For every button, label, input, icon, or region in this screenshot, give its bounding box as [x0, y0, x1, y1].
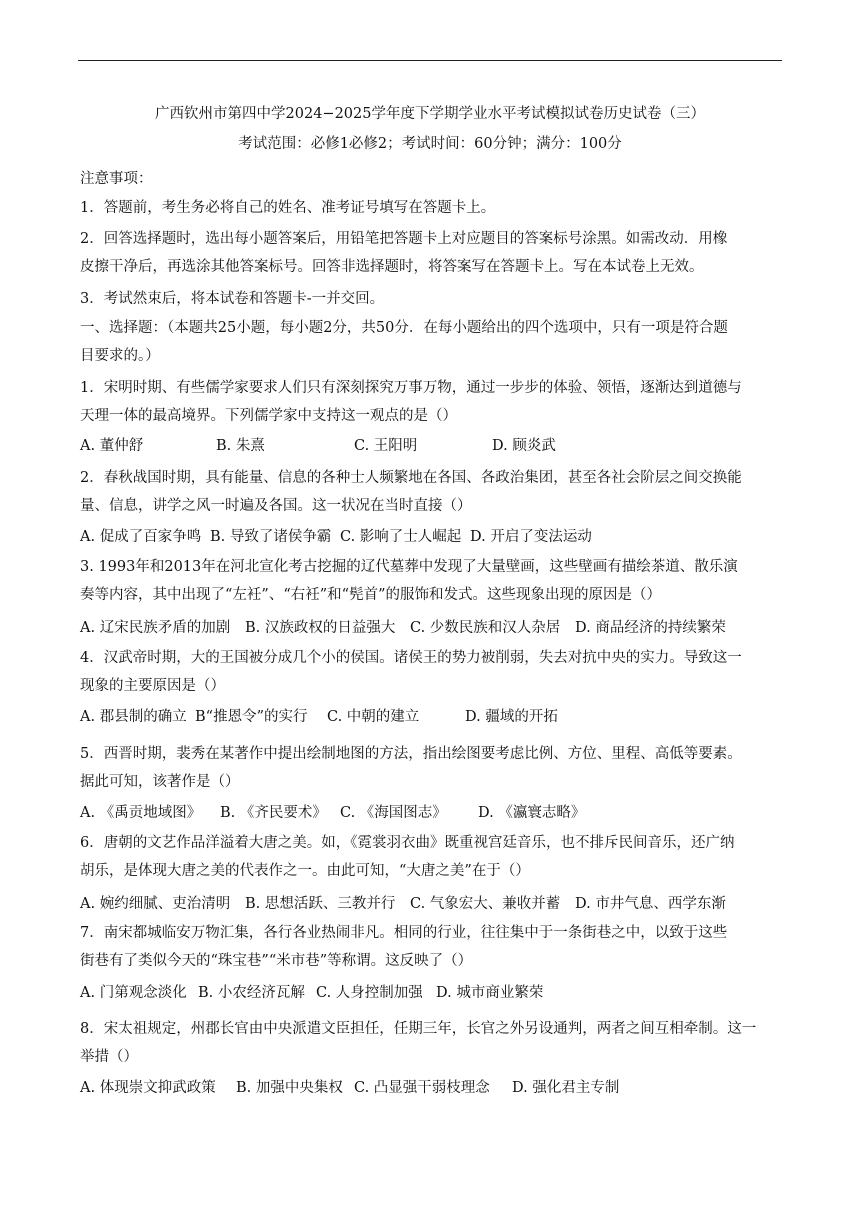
section-heading-cont: 目要求的。）: [80, 348, 160, 364]
question-1-line-2: 天理一体的最高境界。下列儒学家中支持这一观点的是（）: [80, 408, 457, 424]
option-c[interactable]: C. 王阳明: [354, 438, 418, 454]
question-6-options: [80, 894, 726, 914]
section-heading: 一、选择题：（本题共25小题，每小题2分，共50分．在每小题给出的四个选项中，只有一项是符合题: [80, 320, 728, 336]
option-a[interactable]: A. 《禹贡地域图》: [80, 805, 202, 821]
question-6-line-2: 胡乐，是体现大唐之美的代表作之一。由此可知，“大唐之美”在于（）: [80, 863, 530, 879]
question-5-line-2: 据此可知，该著作是（）: [80, 774, 240, 790]
option-b[interactable]: B. 小农经济瓦解: [198, 985, 305, 1001]
notice-item: 1．答题前，考生务必将自己的姓名、准考证号填写在答题卡上。: [80, 200, 496, 216]
option-b[interactable]: B. 思想活跃、三教并行: [245, 896, 396, 912]
option-a[interactable]: A. 郡县制的确立: [80, 709, 187, 725]
option-d[interactable]: D. 商品经济的持续繁荣: [575, 620, 726, 636]
option-b[interactable]: B. 朱熹: [216, 438, 265, 454]
question-5-options: [80, 803, 585, 823]
notice-item: 2．回答选择题时，选出每小题答案后，用铅笔把答题卡上对应题目的答案标号涂黑。如需改动．用橡: [80, 231, 728, 247]
option-b[interactable]: B. 加强中央集权: [236, 1080, 343, 1096]
question-3-options: [80, 618, 726, 638]
option-b[interactable]: B. 导致了诸侯争霸: [210, 529, 332, 545]
question-1-options: [80, 436, 556, 456]
option-d[interactable]: D. 顾炎武: [492, 438, 556, 454]
question-4-line-2: 现象的主要原因是（）: [80, 678, 225, 694]
question-8-options: [80, 1078, 619, 1098]
option-c[interactable]: C. 《海国图志》: [340, 805, 447, 821]
question-8-line-1: 8．宋太祖规定，州郡长官由中央派遣文臣担任，任期三年，长官之外另设通判，两者之间互相牵制。这一: [80, 1021, 757, 1037]
option-a[interactable]: A. 婉约细腻、吏治清明: [80, 896, 231, 912]
exam-subtitle: 考试范围：必修1必修2；考试时间：60分钟；满分：100分: [238, 136, 622, 152]
header-rule: [78, 60, 782, 61]
option-b[interactable]: B“推恩令”的实行: [195, 709, 308, 725]
option-a[interactable]: A. 促成了百家争鸣: [80, 529, 202, 545]
notice-item: 皮擦干净后，再选涂其他答案标号。回答非选择题时，将答案写在答题卡上。写在本试卷上无效。: [80, 259, 704, 275]
option-d[interactable]: D. 市井气息、西学东渐: [575, 896, 726, 912]
question-6-line-1: 6．唐朝的文艺作品洋溢着大唐之美。如，《霓裳羽衣曲》既重视宫廷音乐，也不排斥民间音乐，还广纳: [80, 835, 735, 851]
question-3-line-1: 3. 1993年和2013年在河北宣化考古挖掘的辽代墓葬中发现了大量壁画，这些壁画有描绘茶道、散乐演: [80, 559, 738, 575]
question-2-options: [80, 527, 592, 547]
option-c[interactable]: C. 气象宏大、兼收并蓄: [410, 896, 561, 912]
question-2-line-1: 2．春秋战国时期，具有能量、信息的各种士人频繁地在各国、各政治集团，甚至各社会阶层之间交换能: [80, 470, 742, 486]
question-7-line-1: 7．南宋都城临安万物汇集，各行各业热闹非凡。相同的行业，往往集中于一条街巷之中，以致于这些: [80, 925, 728, 941]
option-d[interactable]: D. 《瀛寰志略》: [478, 805, 586, 821]
question-8-line-2: 举措（）: [80, 1049, 138, 1065]
option-c[interactable]: C. 人身控制加强: [316, 985, 423, 1001]
option-c[interactable]: C. 影响了士人崛起: [340, 529, 462, 545]
exam-title: 广西钦州市第四中学2024−2025学年度下学期学业水平考试模拟试卷历史试卷（三）: [155, 106, 705, 122]
option-a[interactable]: A. 董仲舒: [80, 438, 144, 454]
notice-heading: 注意事项：: [80, 171, 153, 187]
question-2-line-2: 量、信息，讲学之风一时遍及各国。这一状况在当时直接（）: [80, 498, 472, 514]
question-7-options: [80, 983, 543, 1003]
question-3-line-2: 奏等内容，其中出现了“左衽”、“右衽”和“髡首”的服饰和发式。这些现象出现的原因是（）: [80, 587, 661, 603]
option-b[interactable]: B. 汉族政权的日益强大: [245, 620, 396, 636]
option-a[interactable]: A. 门第观念淡化: [80, 985, 187, 1001]
option-d[interactable]: D. 城市商业繁荣: [436, 985, 544, 1001]
option-d[interactable]: D. 开启了变法运动: [470, 529, 592, 545]
question-1-line-1: 1．宋明时期、有些儒学家要求人们只有深刻探究万事万物，通过一步步的体验、领悟，逐渐达到道德与: [80, 380, 742, 396]
option-a[interactable]: A. 体现崇文抑武政策: [80, 1080, 216, 1096]
option-c[interactable]: C. 中朝的建立: [327, 709, 420, 725]
question-4-line-1: 4．汉武帝时期，大的王国被分成几个小的侯国。诸侯王的势力被削弱，失去对抗中央的实力。导致这一: [80, 650, 742, 666]
option-c[interactable]: C. 凸显强干弱枝理念: [354, 1080, 490, 1096]
question-5-line-1: 5．西晋时期，裴秀在某著作中提出绘制地图的方法，指出绘图要考虑比例、方位、里程、高低等要素。: [80, 746, 742, 762]
option-c[interactable]: C. 少数民族和汉人杂居: [410, 620, 561, 636]
option-d[interactable]: D. 强化君主专制: [512, 1080, 620, 1096]
option-d[interactable]: D. 疆域的开拓: [465, 709, 558, 725]
question-4-options: [80, 707, 558, 727]
question-7-line-2: 街巷有了类似今天的“珠宝巷”“米市巷”等称谓。这反映了（）: [80, 953, 473, 969]
option-a[interactable]: A. 辽宋民族矛盾的加剧: [80, 620, 231, 636]
notice-item: 3．考试然束后，将本试卷和答题卡-一并交回。: [80, 291, 385, 307]
option-b[interactable]: B. 《齐民要术》: [220, 805, 327, 821]
